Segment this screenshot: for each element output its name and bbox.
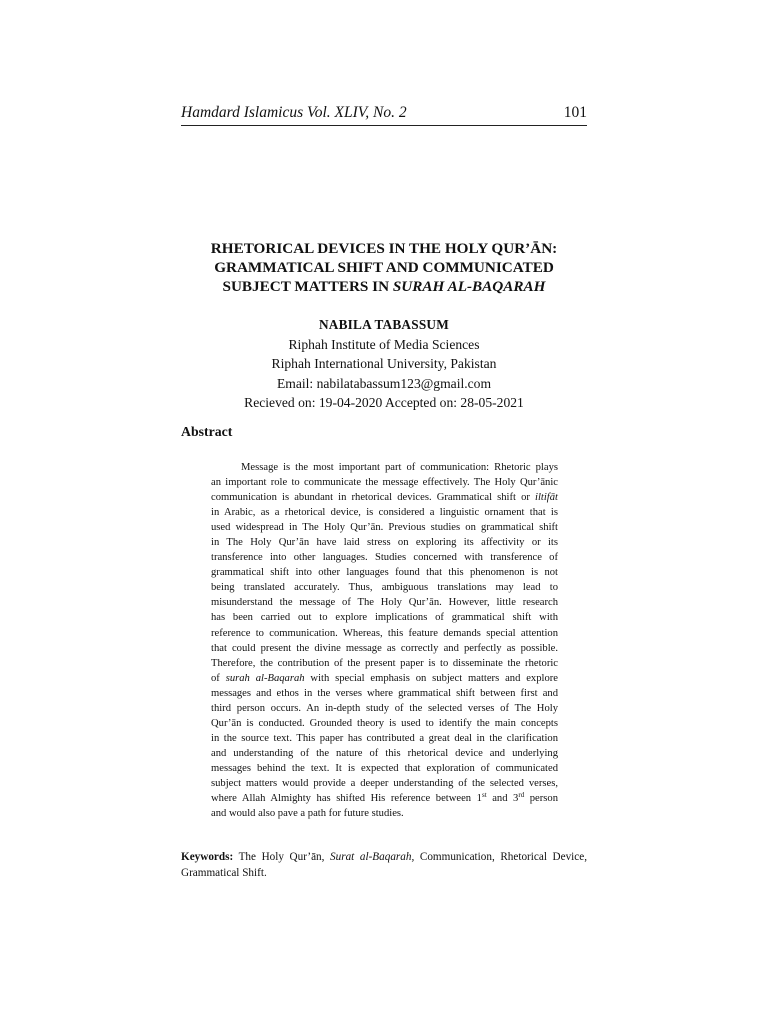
keywords-line-2: Grammatical Shift. <box>181 867 267 879</box>
ordinal-superscript: st <box>481 791 487 800</box>
abstract-line <box>211 791 558 806</box>
abstract-italic-term: surah al-Baqarah <box>225 672 305 684</box>
abstract-line: an important role to communicate the message effectively. The Holy Qur’ānic <box>211 477 558 489</box>
author-affiliation-2: Riphah International University, Pakistan <box>271 356 497 371</box>
ordinal-superscript: rd <box>518 791 525 800</box>
abstract-text: where Allah Almighty has shifted His reference between 1 <box>211 793 482 805</box>
abstract-line: transference into other languages. Studies concerned with transference of <box>211 552 558 564</box>
abstract-text: of <box>211 672 226 684</box>
title-line-2: GRAMMATICAL SHIFT AND COMMUNICATED <box>214 259 554 276</box>
abstract-text: and 3 <box>486 793 519 805</box>
abstract-text: person <box>524 793 559 805</box>
title-line-3-text: SUBJECT MATTERS IN <box>222 278 393 295</box>
abstract-line: Therefore, the contribution of the present paper is to disseminate the rhetoric <box>211 657 558 669</box>
author-name: NABILA TABASSUM <box>319 317 449 332</box>
abstract-line: and would also pave a path for future studies. <box>211 808 404 820</box>
author-block <box>150 315 618 413</box>
abstract-line: being translated accurately. Thus, ambiguous translations may lead to <box>211 582 558 594</box>
abstract-line: subject matters would provide a deeper understanding of the selected verses, <box>211 777 558 789</box>
abstract-line: messages and ethos in the verses where grammatical shift between first and <box>211 687 558 699</box>
running-header <box>181 103 587 126</box>
keywords-text: Communication, Rhetorical Device, <box>414 851 587 863</box>
author-affiliation-1: Riphah Institute of Media Sciences <box>288 336 480 352</box>
author-email: Email: nabilatabassum123@gmail.com <box>276 375 492 391</box>
abstract-line: and understanding of the nature of this rhetorical device and underlying <box>211 747 558 759</box>
title-line-1: RHETORICAL DEVICES IN THE HOLY QUR’ĀN: <box>210 240 558 257</box>
abstract-line: messages behind the text. It is expected that exploration of communicated <box>211 762 558 774</box>
keywords-label: Keywords: <box>181 851 234 863</box>
abstract-line: in The Holy Qur’ān have laid stress on exploring its affectivity or its <box>211 537 558 549</box>
keywords-line-1 <box>181 849 587 865</box>
abstract-line: grammatical shift into other languages found that this phenomenon is not <box>211 567 558 579</box>
page-number: 101 <box>563 104 587 121</box>
title-line-3-italic: SURAH AL-BAQARAH <box>392 278 546 295</box>
abstract-line: used widespread in The Holy Qur’ān. Previous studies on grammatical shift <box>211 522 558 534</box>
keywords <box>181 849 587 881</box>
abstract-line <box>211 490 558 505</box>
paper-title <box>150 239 618 296</box>
title-line-3 <box>150 277 618 296</box>
abstract-line: in the source text. This paper has contributed a great deal in the clarification <box>211 732 558 744</box>
abstract-line: in Arabic, as a rhetorical device, is considered a linguistic ornament that is <box>211 507 558 519</box>
abstract-text: with special emphasis on subject matters and explore <box>304 672 558 684</box>
abstract-line: reference to communication. Whereas, this feature demands special attention <box>211 627 558 639</box>
abstract-line: has been carried out to explore implications of grammatical shift with <box>211 612 558 624</box>
abstract-line: third person occurs. An in-depth study of the selected verses of The Holy <box>211 702 558 714</box>
journal-name: Hamdard Islamicus Vol. XLIV, No. 2 <box>181 104 407 121</box>
abstract-line: Message is the most important part of communication: Rhetoric plays <box>241 462 558 473</box>
abstract-line: misunderstand the message of The Holy Qur’ān. However, little research <box>211 597 558 609</box>
abstract-line: Qur’ān is conducted. Grounded theory is used to identify the main concepts <box>211 717 558 729</box>
submission-dates: Recieved on: 19-04-2020 Accepted on: 28-05-2021 <box>244 395 524 410</box>
abstract-line <box>211 671 558 686</box>
keywords-text: The Holy Qur’ān, <box>233 851 331 863</box>
abstract-heading: Abstract <box>181 424 233 439</box>
abstract-text: communication is abundant in rhetorical devices. Grammatical shift or <box>211 492 536 504</box>
abstract-line: that could present the divine message as correctly and perfectly as possible. <box>211 642 558 654</box>
abstract-italic-term: iltifāt <box>535 492 558 504</box>
keywords-italic: Surat al-Baqarah, <box>330 851 415 863</box>
abstract-body <box>211 460 558 821</box>
